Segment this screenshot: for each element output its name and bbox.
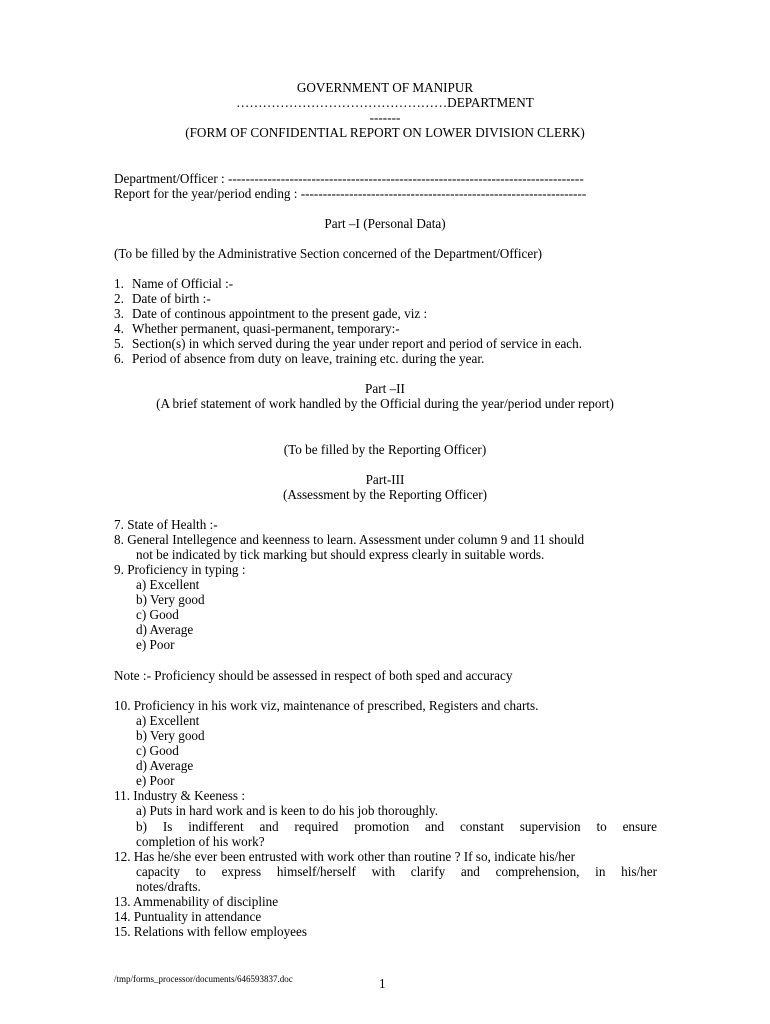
part1-note: (To be filled by the Administrative Section concerned of the Department/Officer) <box>114 246 543 261</box>
list-item <box>114 306 427 321</box>
item-text: Period of absence from duty on leave, training etc. during the year. <box>132 351 485 366</box>
typing-option: d) Average <box>136 622 194 637</box>
list-item <box>114 351 484 366</box>
item-number: 4. <box>114 321 124 336</box>
item-number: 5. <box>114 336 124 351</box>
part1-title: Part –I (Personal Data) <box>324 216 446 231</box>
list-item <box>114 336 582 351</box>
page-number: 1 <box>379 976 386 991</box>
item-number: 6. <box>114 351 124 366</box>
item-11b-line1: b) Is indifferent and required promotion and constant supervision to ensure <box>136 819 657 834</box>
work-option: c) Good <box>136 743 179 758</box>
item-text: Whether permanent, quasi-permanent, temporary:- <box>132 321 400 336</box>
list-item <box>114 291 211 306</box>
typing-option: e) Poor <box>136 637 175 652</box>
reporting-officer-note: (To be filled by the Reporting Officer) <box>283 442 487 457</box>
list-item <box>114 276 233 291</box>
item-11a: a) Puts in hard work and is keen to do his job thoroughly. <box>136 803 439 818</box>
part3-subtitle: (Assessment by the Reporting Officer) <box>282 487 488 502</box>
part2-title: Part –II <box>365 381 405 396</box>
typing-option: c) Good <box>136 607 179 622</box>
form-title: (FORM OF CONFIDENTIAL REPORT ON LOWER DIVISION CLERK) <box>185 125 585 140</box>
item-12-line2: capacity to express himself/herself with clarify and comprehension, in his/her <box>136 864 657 879</box>
item-12-line1: 12. Has he/she ever been entrusted with work other than routine ? If so, indicate his/her <box>114 849 576 864</box>
proficiency-note: Note :- Proficiency should be assessed in respect of both sped and accuracy <box>114 668 513 683</box>
item-text: Date of continous appointment to the present gade, viz : <box>132 306 428 321</box>
government-heading: GOVERNMENT OF MANIPUR <box>296 80 474 95</box>
item-7: 7. State of Health :- <box>114 517 218 532</box>
item-12-line3: notes/drafts. <box>136 879 201 894</box>
item-11b-line2: completion of his work? <box>136 834 265 849</box>
list-item <box>114 321 400 336</box>
item-number: 1. <box>114 276 124 291</box>
work-option: e) Poor <box>136 773 175 788</box>
item-number: 3. <box>114 306 124 321</box>
item-11: 11. Industry & Keeness : <box>114 788 245 803</box>
typing-option: b) Very good <box>136 592 205 607</box>
work-option: a) Excellent <box>136 713 200 728</box>
part2-subtitle: (A brief statement of work handled by the Official during the year/period under report) <box>156 396 614 411</box>
item-14: 14. Puntuality in attendance <box>114 909 262 924</box>
report-year-field: Report for the year/period ending : ----------------------------------------------------------------- <box>114 186 587 201</box>
item-9: 9. Proficiency in typing : <box>114 562 246 577</box>
item-8-line1: 8. General Intellegence and keenness to learn. Assessment under column 9 and 11 should <box>114 532 585 547</box>
item-15: 15. Relations with fellow employees <box>114 924 308 939</box>
heading-dashes: ------- <box>369 110 401 125</box>
department-officer-field: Department/Officer : --------------------------------------------------------------------------------- <box>114 171 584 186</box>
work-option: b) Very good <box>136 728 205 743</box>
item-text: Date of birth :- <box>132 291 211 306</box>
item-10: 10. Proficiency in his work viz, maintenance of prescribed, Registers and charts. <box>114 698 539 713</box>
part3-title: Part-III <box>365 472 405 487</box>
department-heading: …………………………………………DEPARTMENT <box>236 95 534 110</box>
item-13: 13. Ammenability of discipline <box>114 894 279 909</box>
item-text: Name of Official :- <box>132 276 234 291</box>
typing-option: a) Excellent <box>136 577 200 592</box>
item-text: Section(s) in which served during the year under report and period of service in each. <box>132 336 583 351</box>
item-number: 2. <box>114 291 124 306</box>
footer-file-path: /tmp/forms_processor/documents/646593837.doc <box>114 974 293 984</box>
item-8-line2: not be indicated by tick marking but should express clearly in suitable words. <box>136 547 545 562</box>
work-option: d) Average <box>136 758 194 773</box>
